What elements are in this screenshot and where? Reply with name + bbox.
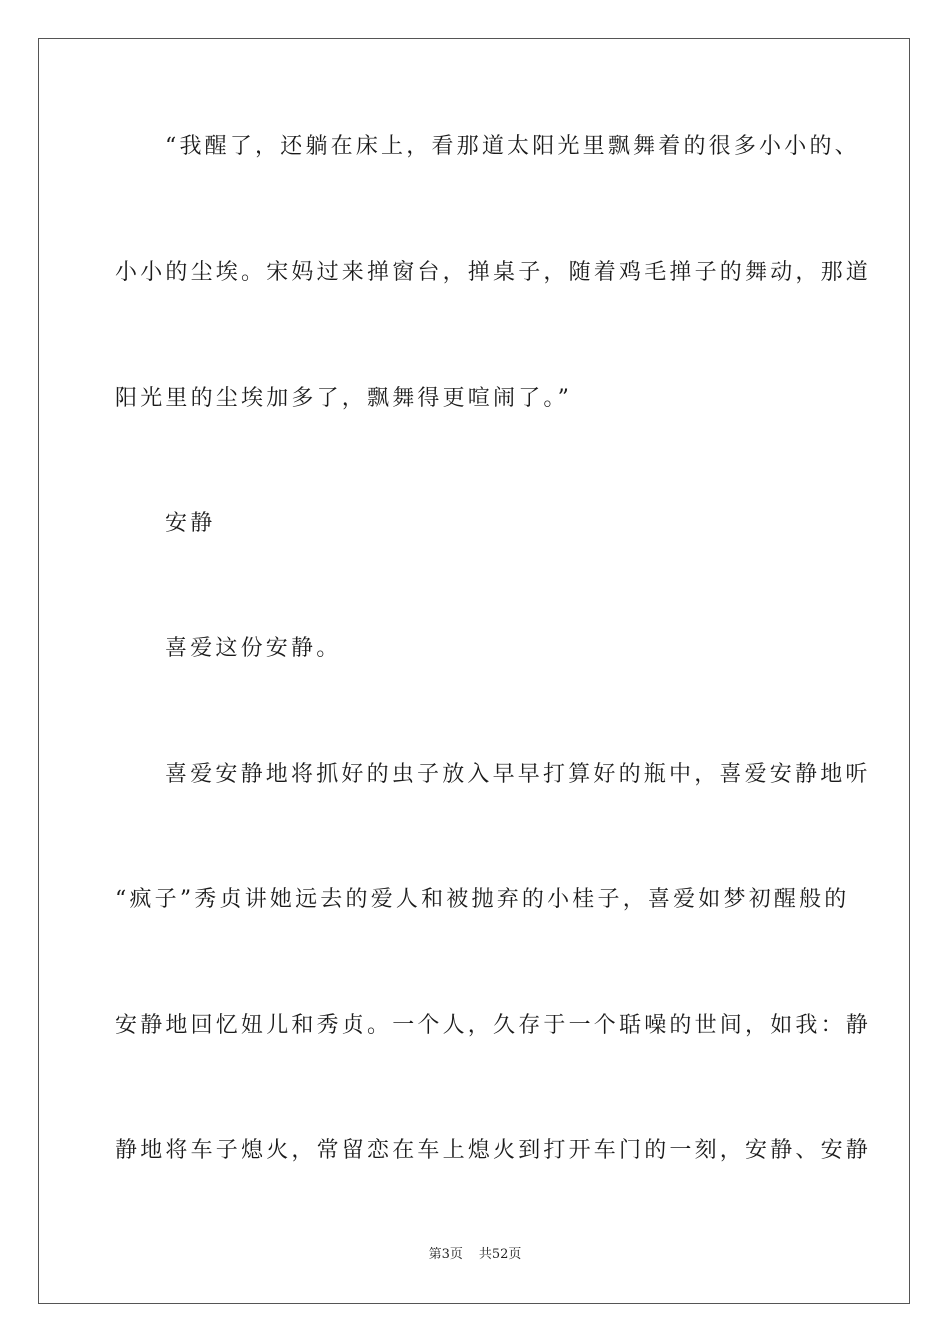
text-line: “我醒了，还躺在床上，看那道太阳光里飘舞着的很多小小的、 [165, 134, 860, 159]
text-line: 喜爱这份安静。 [165, 636, 342, 661]
page-border [38, 38, 910, 1304]
text-line: 小小的尘埃。宋妈过来掸窗台，掸桌子，随着鸡毛掸子的舞动，那道 [115, 260, 872, 285]
section-heading: 安静 [165, 511, 216, 536]
text-line: “疯子”秀贞讲她远去的爱人和被抛弃的小桂子，喜爱如梦初醒般的 [115, 887, 850, 912]
page-total: 共52页 [478, 1247, 522, 1262]
text-line: 喜爱安静地将抓好的虫子放入早早打算好的瓶中，喜爱安静地听 [165, 762, 871, 787]
text-line: 静地将车子熄火，常留恋在车上熄火到打开车门的一刻，安静、安静 [115, 1138, 872, 1163]
page-footer [0, 1246, 950, 1264]
page-number: 第3页 [428, 1247, 463, 1262]
text-line: 阳光里的尘埃加多了，飘舞得更喧闹了。” [115, 386, 573, 411]
text-line: 安静地回忆妞儿和秀贞。一个人，久存于一个聒噪的世间，如我：静 [115, 1013, 872, 1038]
